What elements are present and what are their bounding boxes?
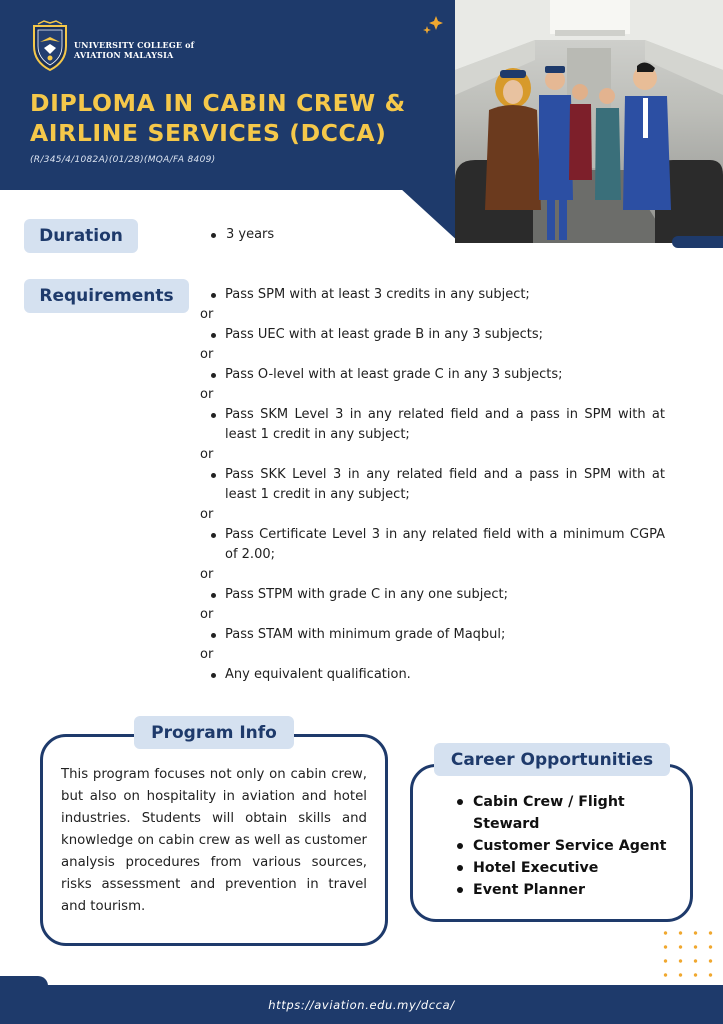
duration-list <box>207 227 274 242</box>
requirement-item: Pass Certificate Level 3 in any related field with a minimum CGPA of 2.00; <box>200 525 665 565</box>
requirements-label: Requirements <box>24 279 189 313</box>
program-info-label: Program Info <box>134 716 294 749</box>
career-label: Career Opportunities <box>434 743 670 776</box>
brand-line-1: UNIVERSITY COLLEGE of <box>74 40 195 50</box>
requirements-list <box>200 285 665 685</box>
or-separator: or <box>200 447 214 462</box>
requirement-item: Pass UEC with at least grade B in any 3 subjects; <box>200 325 665 345</box>
title-line-1: DIPLOMA IN CABIN CREW & <box>30 89 406 117</box>
program-code: (R/345/4/1082A)(01/28)(MQA/FA 8409) <box>30 155 216 165</box>
cabin-crew-photo <box>455 0 723 243</box>
duration-label: Duration <box>24 219 138 253</box>
or-separator: or <box>200 347 214 362</box>
or-separator: or <box>200 607 214 622</box>
career-item: Hotel Executive <box>455 857 680 879</box>
decorative-dots <box>658 926 720 982</box>
brand-name <box>74 40 194 60</box>
or-separator: or <box>200 647 214 662</box>
career-item: Cabin Crew / Flight Steward <box>455 791 680 835</box>
page-title <box>30 88 440 148</box>
crest-logo-icon <box>30 20 70 72</box>
or-separator: or <box>200 307 214 322</box>
requirement-item: Pass SPM with at least 3 credits in any subject; <box>200 285 665 305</box>
or-separator: or <box>200 507 214 522</box>
program-info-text: This program focuses not only on cabin crew, but also on hospitality in aviation and hotel industries. Students will obtain skills and knowledge on cabin crew as well as customer analysis procedures from various sources, risks assessment and prevention in travel and tourism. <box>61 767 367 914</box>
brand-line-2: AVIATION MALAYSIA <box>74 50 174 60</box>
title-line-2: AIRLINE SERVICES (DCCA) <box>30 119 387 147</box>
requirement-item: Pass O-level with at least grade C in any 3 subjects; <box>200 365 665 385</box>
or-separator: or <box>200 567 214 582</box>
website-link[interactable]: https://aviation.edu.my/dcca/ <box>268 997 455 1012</box>
requirement-item: Pass STAM with minimum grade of Maqbul; <box>200 625 665 645</box>
career-item: Event Planner <box>455 879 680 901</box>
duration-item: 3 years <box>207 227 274 242</box>
career-list <box>455 791 680 901</box>
requirement-item: Pass SKK Level 3 in any related field and a pass in SPM with at least 1 credit in any subject; <box>200 465 665 505</box>
sparkle-icon <box>421 14 445 38</box>
photo-accent-bar <box>672 236 723 248</box>
or-separator: or <box>200 387 214 402</box>
requirement-item: Pass SKM Level 3 in any related field and a pass in SPM with at least 1 credit in any subject; <box>200 405 665 445</box>
cabin-scene <box>455 0 723 243</box>
header-wedge <box>400 188 460 243</box>
requirement-item: Pass STPM with grade C in any one subject; <box>200 585 665 605</box>
requirement-item: Any equivalent qualification. <box>200 665 665 685</box>
footer <box>0 985 723 1024</box>
career-item: Customer Service Agent <box>455 835 680 857</box>
